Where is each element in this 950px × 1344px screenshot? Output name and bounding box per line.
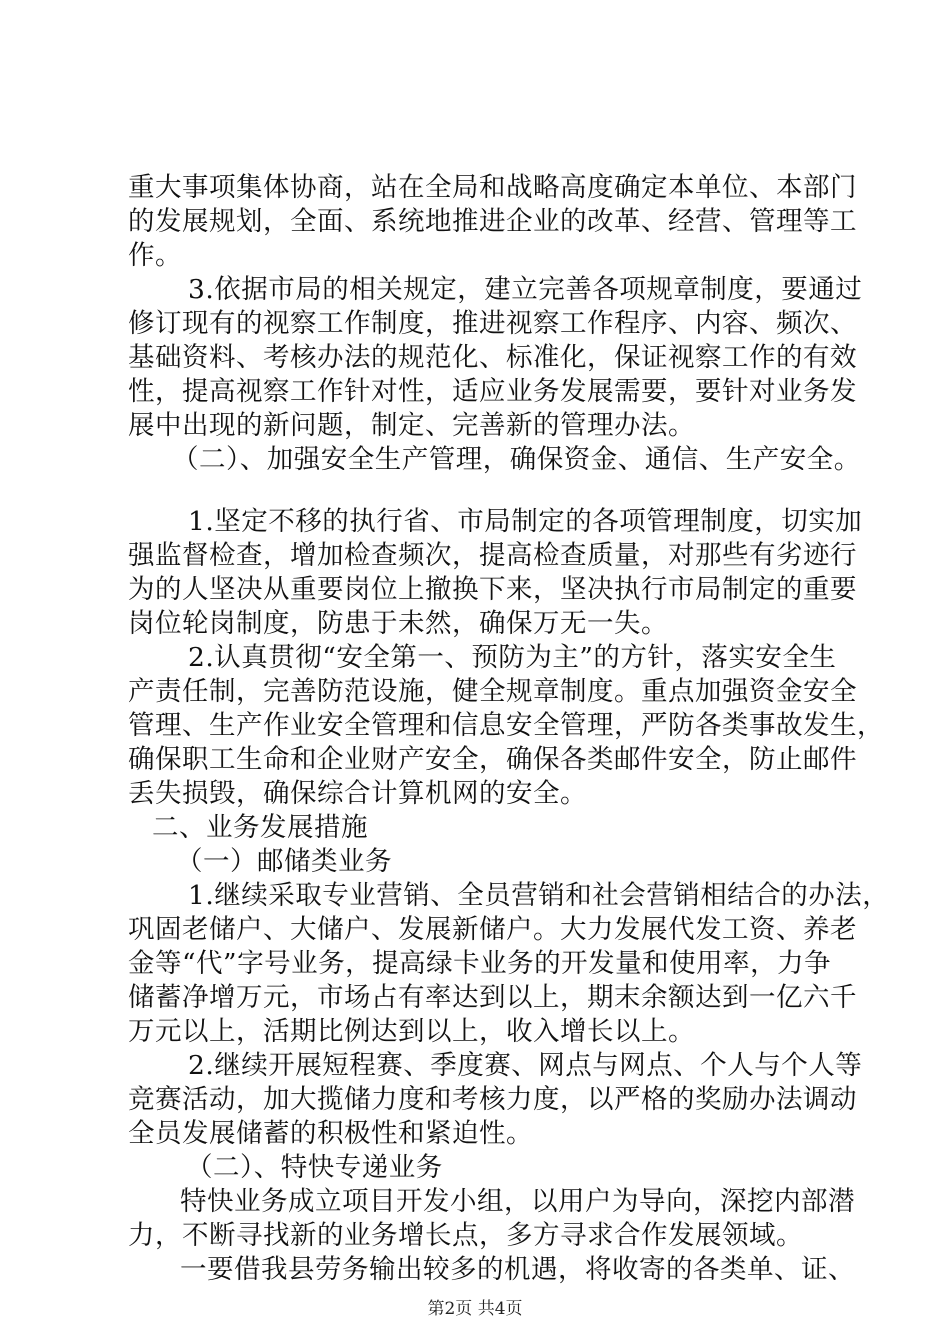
text-line: 全员发展储蓄的积极性和紧迫性。 — [128, 1118, 533, 1149]
text-line: 金等“代”字号业务，提高绿卡业务的开发量和使用率，力争 — [128, 948, 832, 979]
subsection-heading: （二）、特快专递业务 — [186, 1152, 443, 1183]
text-line: 展中出现的新问题，制定、完善新的管理办法。 — [128, 410, 695, 441]
text-line: 基础资料、考核办法的规范化、标准化，保证视察工作的有效 — [128, 342, 857, 373]
text-line: 3.依据市局的相关规定，建立完善各项规章制度，要通过 — [188, 274, 863, 305]
text-line: 万元以上，活期比例达到以上，收入增长以上。 — [128, 1016, 695, 1047]
text-line: 岗位轮岗制度，防患于未然，确保万无一失。 — [128, 608, 668, 639]
section-heading: （二）、加强安全生产管理，确保资金、通信、生产安全。 — [172, 444, 861, 475]
text-line: 特快业务成立项目开发小组，以用户为导向，深挖内部潜 — [180, 1186, 855, 1217]
text-line: 丢失损毁，确保综合计算机网的安全。 — [128, 778, 587, 809]
text-line: 产责任制，完善防范设施，健全规章制度。重点加强资金安全 — [128, 676, 857, 707]
text-line: 2.认真贯彻“安全第一、预防为主”的方针，落实安全生 — [188, 642, 837, 673]
text-line: 修订现有的视察工作制度，推进视察工作程序、内容、频次、 — [128, 308, 857, 339]
page-footer: 第2页 共4页 — [427, 1299, 523, 1319]
text-line: 重大事项集体协商，站在全局和战略高度确定本单位、本部门 — [128, 172, 857, 203]
text-line: 力，不断寻找新的业务增长点，多方寻求合作发展领域。 — [128, 1220, 803, 1251]
text-line: 储蓄净增万元，市场占有率达到以上，期末余额达到一亿六千 — [128, 982, 857, 1013]
text-line: 确保职工生命和企业财产安全，确保各类邮件安全，防止邮件 — [128, 744, 857, 775]
text-line: 竞赛活动，加大揽储力度和考核力度，以严格的奖励办法调动 — [128, 1084, 857, 1115]
text-line: 2.继续开展短程赛、季度赛、网点与网点、个人与个人等 — [188, 1050, 863, 1081]
text-line: 管理、生产作业安全管理和信息安全管理，严防各类事故发生， — [128, 710, 884, 741]
text-line: 性，提高视察工作针对性，适应业务发展需要，要针对业务发 — [128, 376, 857, 407]
text-line: 1.继续采取专业营销、全员营销和社会营销相结合的办法， — [188, 880, 890, 911]
section-heading: 二、业务发展措施 — [152, 812, 368, 843]
text-line: 1.坚定不移的执行省、市局制定的各项管理制度，切实加 — [188, 506, 863, 537]
subsection-heading: （一）邮储类业务 — [176, 846, 392, 877]
text-line: 的发展规划，全面、系统地推进企业的改革、经营、管理等工 — [128, 206, 857, 237]
text-line: 为的人坚决从重要岗位上撤换下来，坚决执行市局制定的重要 — [128, 574, 857, 605]
text-line: 强监督检查，增加检查频次，提高检查质量，对那些有劣迹行 — [128, 540, 857, 571]
text-line: 一要借我县劳务输出较多的机遇，将收寄的各类单、证、 — [180, 1254, 855, 1285]
text-line: 巩固老储户、大储户、发展新储户。大力发展代发工资、养老 — [128, 914, 857, 945]
text-line: 作。 — [128, 240, 182, 271]
